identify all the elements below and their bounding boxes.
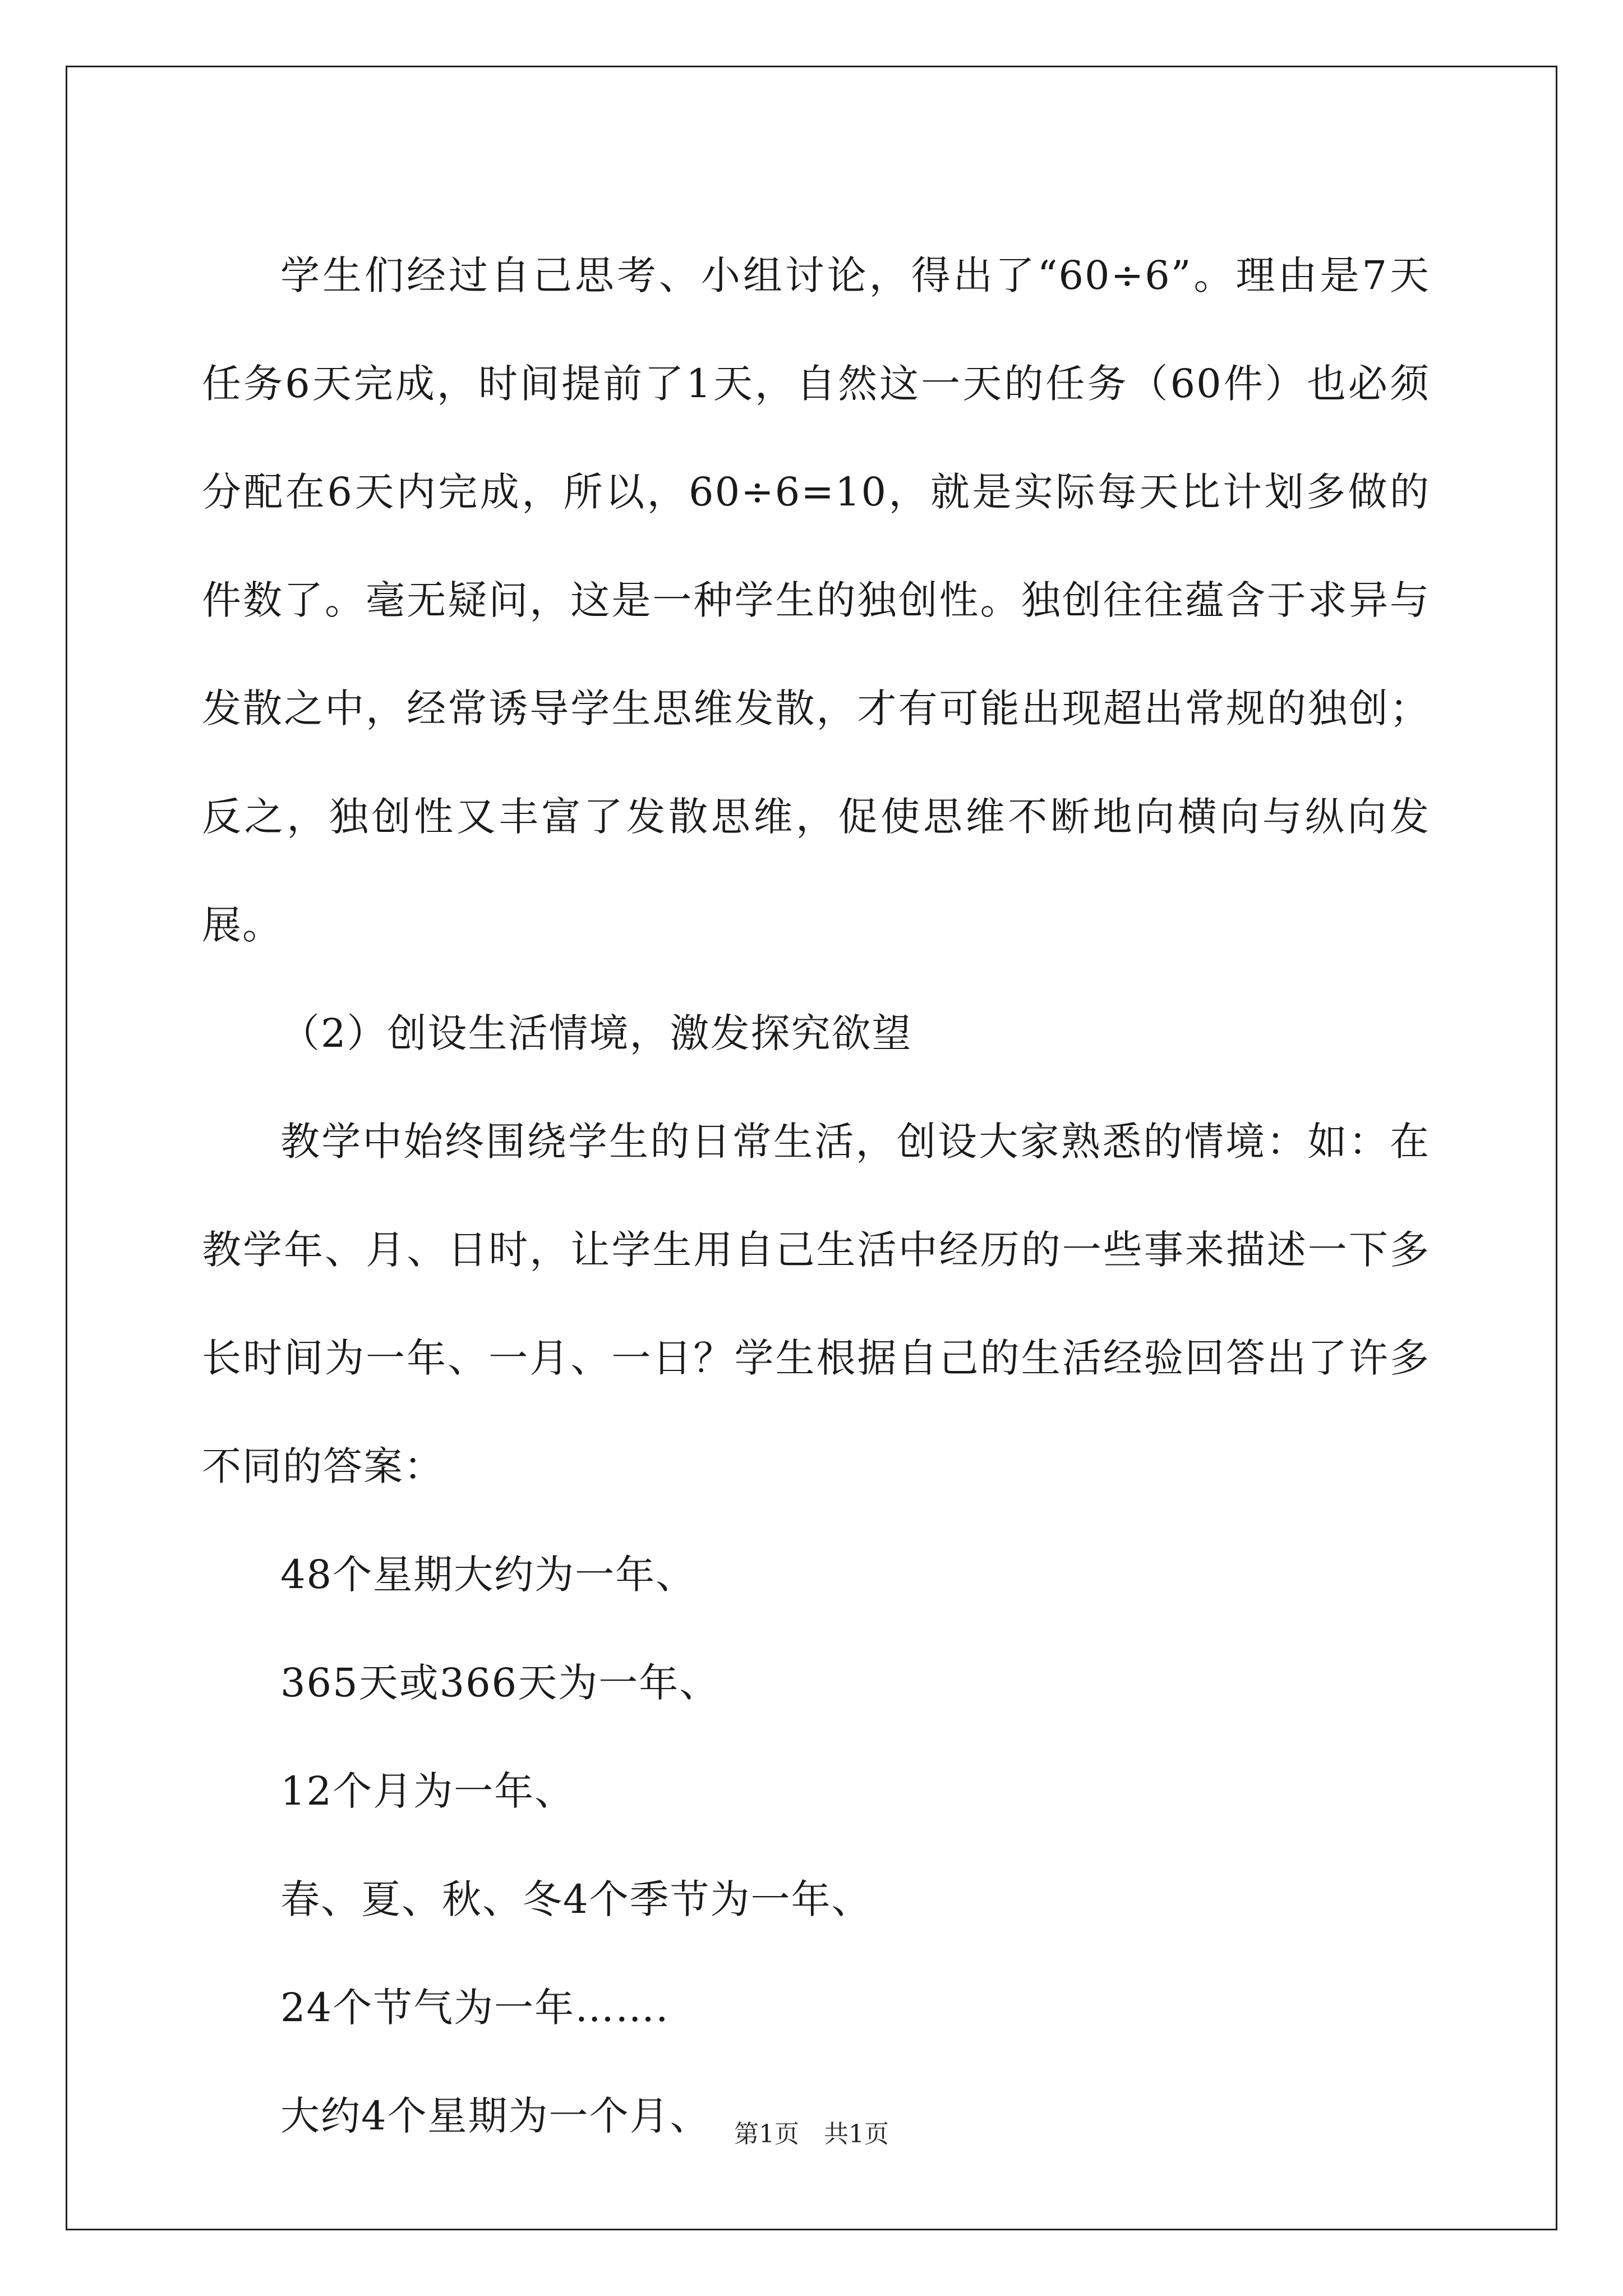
page-total: 共1页 bbox=[824, 2120, 889, 2148]
list-item: 365天或366天为一年、 bbox=[280, 1660, 720, 1706]
section-heading-life-situations: （2）创设生活情境，激发探究欲望 bbox=[280, 1010, 912, 1056]
page-number: 第1页 bbox=[734, 2120, 799, 2148]
document-body bbox=[202, 222, 1430, 2170]
paragraph-divergent-thinking: 学生们经过自己思考、小组讨论，得出了“60÷6”。理由是7天任务6天完成，时间提前了1天，自然这一天的任务（60件）也必须分配在6天内完成，所以，60÷6=10，就是实际每天比计划多做的件数了。毫无疑问，这是一种学生的独创性。独创往往蕴含于求异与发散之中，经常诱导学生思维发散，才有可能出现超出常规的独创；反之，独创性又丰富了发散思维，促使思维不断地向横向与纵向发展。 bbox=[202, 252, 1430, 948]
list-item: 24个节气为一年……. bbox=[280, 1985, 670, 2031]
page-footer bbox=[0, 2118, 1623, 2151]
paragraph-teaching-context: 教学中始终围绕学生的日常生活，创设大家熟悉的情境：如：在教学年、月、日时，让学生用自己生活中经历的一些事来描述一下多长时间为一年、一月、一日？学生根据自己的生活经验回答出了许多不同的答案： bbox=[202, 1119, 1430, 1489]
list-item: 大约4个星期为一个月、 bbox=[280, 2093, 711, 2139]
list-item: 48个星期大约为一年、 bbox=[280, 1552, 697, 1598]
list-item: 春、夏、秋、冬4个季节为一年、 bbox=[280, 1876, 872, 1922]
list-item: 12个月为一年、 bbox=[280, 1768, 575, 1814]
